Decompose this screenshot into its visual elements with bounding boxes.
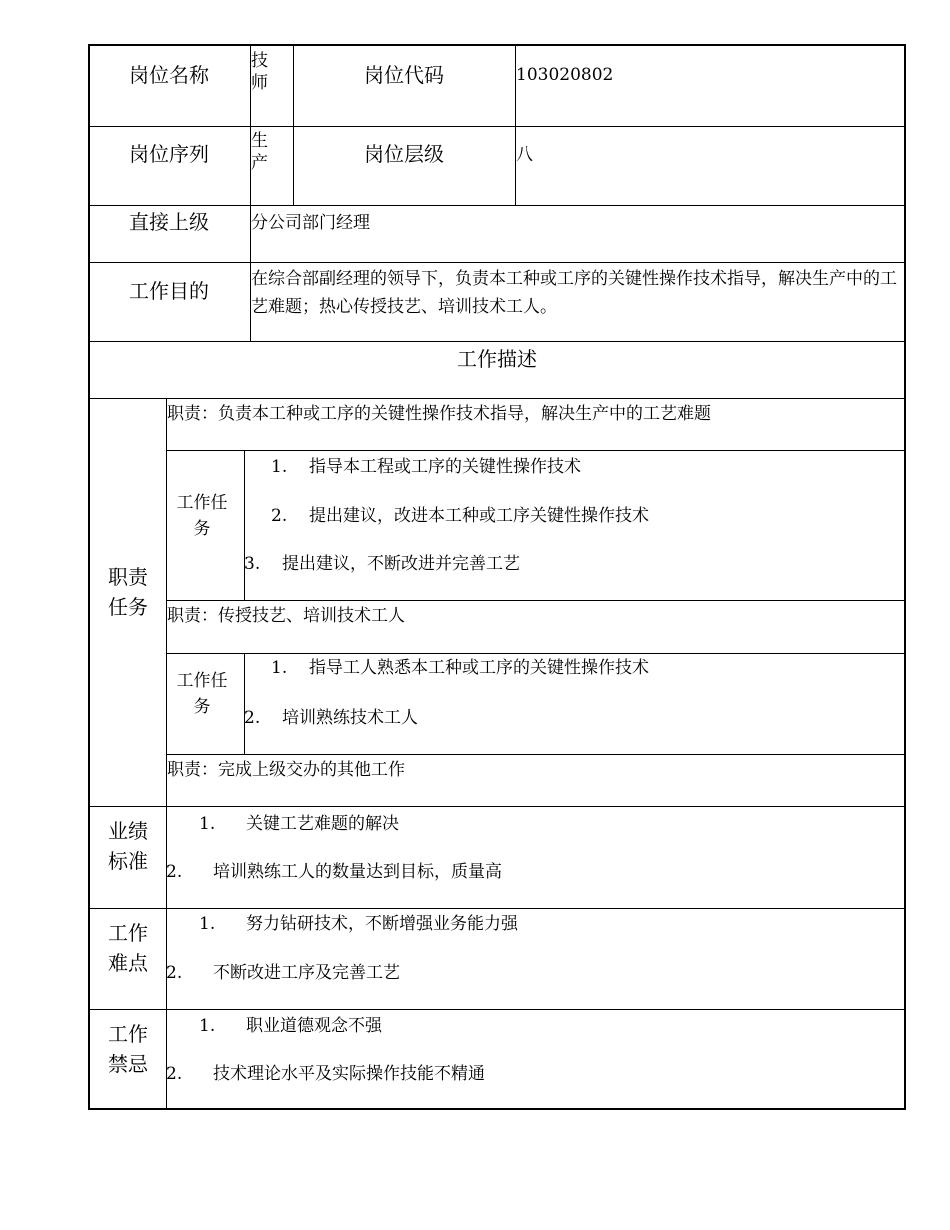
row-divider [166, 450, 906, 451]
row-divider [88, 806, 906, 807]
task-text: 提出建议，不断改进并完善工艺 [282, 554, 520, 574]
taboos-label: 工作禁忌 [108, 1022, 148, 1076]
duty-text: 职责：负责本工种或工序的关键性操作技术指导，解决生产中的工艺难题 [167, 404, 711, 424]
task-number: 2. [244, 708, 261, 728]
list-number: 1. [199, 1016, 216, 1036]
row-divider [88, 398, 906, 399]
row-divider [88, 341, 906, 342]
column-divider [244, 450, 245, 600]
post-code-label: 岗位代码 [364, 63, 444, 87]
task-text: 提出建议，改进本工种或工序关键性操作技术 [309, 506, 649, 526]
column-divider [166, 398, 167, 1110]
superior-label: 直接上级 [129, 210, 209, 234]
list-number: 1. [199, 814, 216, 834]
task-text: 指导本工程或工序的关键性操作技术 [309, 457, 581, 477]
post-series-label: 岗位序列 [129, 142, 209, 166]
duty-text: 职责：完成上级交办的其他工作 [167, 760, 405, 780]
post-name-value: 技师 [251, 51, 268, 94]
section-title: 工作描述 [457, 347, 537, 371]
table-frame [88, 44, 906, 1110]
task-number: 1. [271, 457, 288, 477]
list-item: 努力钻研技术，不断增强业务能力强 [246, 914, 518, 934]
task-number: 3. [244, 554, 261, 574]
post-level-label: 岗位层级 [364, 142, 444, 166]
superior-value: 分公司部门经理 [251, 213, 370, 233]
post-name-label: 岗位名称 [129, 63, 209, 87]
performance-label: 业绩标准 [108, 819, 148, 873]
task-label: 工作任务 [176, 671, 228, 717]
purpose-label: 工作目的 [129, 279, 209, 303]
row-divider [166, 600, 906, 601]
list-item: 关键工艺难题的解决 [246, 814, 399, 834]
list-number: 2. [166, 1064, 183, 1084]
post-series-value: 生产 [251, 131, 268, 174]
task-label: 工作任务 [176, 493, 228, 539]
row-divider [88, 205, 906, 206]
difficulties-label: 工作难点 [108, 921, 148, 975]
duty-text: 职责：传授技艺、培训技术工人 [167, 606, 405, 626]
post-code-value: 103020802 [516, 65, 614, 85]
purpose-value: 在综合部副经理的领导下，负责本工种或工序的关键性操作技术指导，解决生产中的工艺难题；热心传授技艺、培训技术工人。 [251, 269, 897, 317]
row-divider [88, 1009, 906, 1010]
row-divider [88, 262, 906, 263]
duties-label: 职责任务 [108, 565, 148, 619]
row-divider [166, 754, 906, 755]
list-number: 2. [166, 963, 183, 983]
task-text: 培训熟练技术工人 [282, 708, 418, 728]
column-divider [244, 653, 245, 754]
post-level-value: 八 [516, 145, 533, 165]
list-item: 培训熟练工人的数量达到目标，质量高 [213, 862, 502, 882]
task-text: 指导工人熟悉本工种或工序的关键性操作技术 [309, 658, 649, 678]
row-divider [88, 908, 906, 909]
list-item: 不断改进工序及完善工艺 [213, 963, 400, 983]
row-divider [166, 653, 906, 654]
row-divider [88, 126, 906, 127]
task-number: 1. [271, 658, 288, 678]
list-number: 2. [166, 862, 183, 882]
list-item: 职业道德观念不强 [246, 1016, 382, 1036]
task-number: 2. [271, 506, 288, 526]
list-item: 技术理论水平及实际操作技能不精通 [213, 1064, 485, 1084]
list-number: 1. [199, 914, 216, 934]
